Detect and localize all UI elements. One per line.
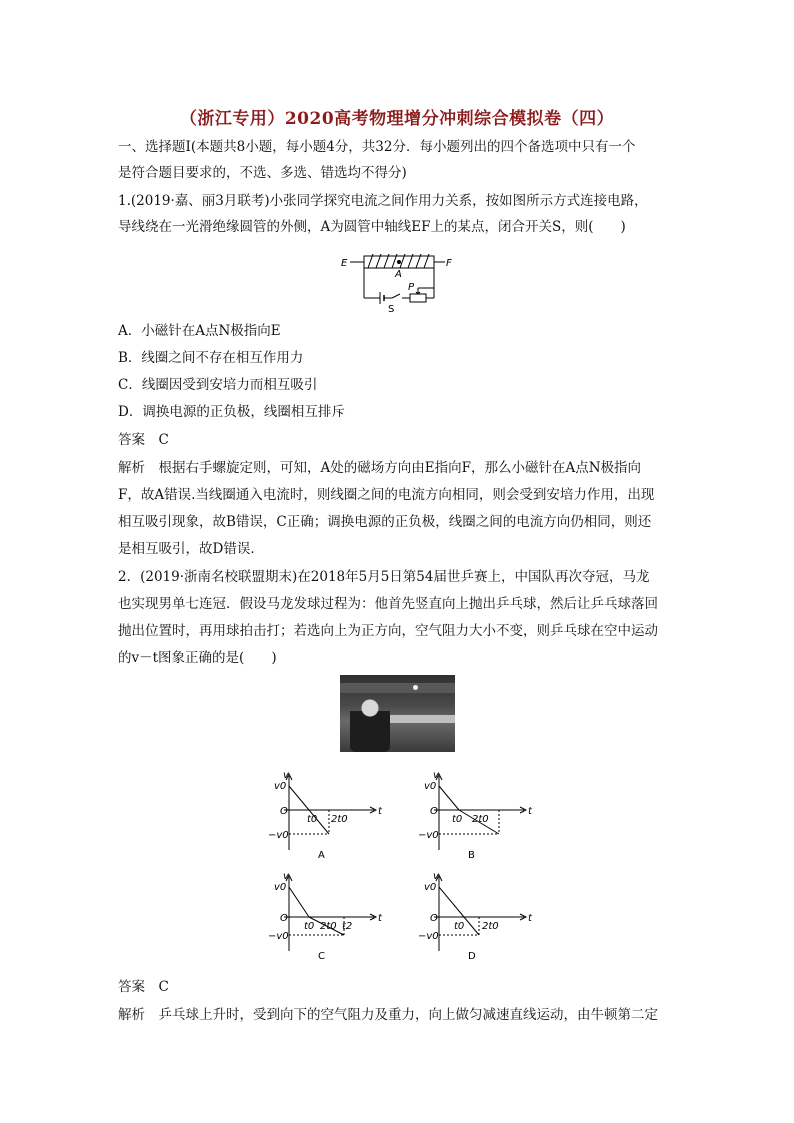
graph-d-t-label: t — [528, 913, 532, 924]
graph-a-caption: A — [318, 850, 325, 861]
label-P: P — [408, 282, 415, 293]
q2-stem-line1: 2．(2019·浙南名校联盟期末)在2018年5月5日第54届世乒赛上，中国队再次夺冠，马龙 — [118, 569, 650, 585]
graph-b-2t0-label: 2t0 — [472, 814, 489, 825]
label-F: F — [446, 258, 452, 269]
graph-a-t-label: t — [378, 806, 382, 817]
q1-analysis-line4: 是相互吸引，故D错误． — [118, 541, 264, 557]
graph-c — [268, 871, 394, 963]
graph-b-t0-label: t0 — [452, 814, 463, 825]
graph-c-origin: O — [280, 913, 288, 924]
label-A: A — [395, 269, 402, 280]
q2-stem-line2: 也实现男单七连冠．假设马龙发球过程为：他首先竖直向上抛出乒乓球，然后让乒乓球落回 — [118, 596, 658, 612]
q1-analysis-line2: F，故A错误.当线圈通入电流时，则线圈之间的电流方向相同，则会受到安培力作用，出现 — [118, 487, 655, 503]
graph-d-2t0-label: 2t0 — [482, 921, 499, 932]
graph-d-t0-label: t0 — [454, 921, 465, 932]
graph-b-v-label: v — [433, 770, 439, 781]
graph-c-caption: C — [318, 951, 325, 962]
graph-d-v-label: v — [433, 871, 439, 882]
page-title: （浙江专用）2020高考物理增分冲刺综合模拟卷（四） — [179, 109, 615, 129]
graph-d-v0-label: v0 — [424, 882, 437, 893]
label-S: S — [388, 304, 395, 315]
q2-stem-line4: 的v－t图象正确的是( ) — [118, 650, 277, 666]
q1-option-b: B．线圈之间不存在相互作用力 — [118, 350, 304, 366]
graph-c-nv0-label: −v0 — [268, 931, 289, 942]
graph-a-v-label: v — [283, 770, 289, 781]
graph-c-v0-label: v0 — [274, 882, 287, 893]
q1-analysis-line3: 相互吸引现象，故B错误，C正确；调换电源的正负极，线圈之间的电流方向仍相同，则还 — [118, 514, 652, 530]
graph-a-origin: O — [280, 806, 288, 817]
graph-b-t-label: t — [528, 806, 532, 817]
q1-option-c: C．线圈因受到安培力而相互吸引 — [118, 377, 318, 393]
graph-c-t2-label: t2 — [342, 921, 353, 932]
graph-d-origin: O — [430, 913, 438, 924]
graph-a-2t0-label: 2t0 — [331, 814, 348, 825]
circuit-diagram — [340, 248, 460, 316]
q2-answer: 答案 C — [118, 979, 169, 995]
q2-analysis-line1: 解析 乒乓球上升时，受到向下的空气阻力及重力，向上做匀减速直线运动，由牛顿第二定 — [118, 1007, 658, 1023]
q1-analysis-line1: 解析 根据右手螺旋定则，可知，A处的磁场方向由E指向F，那么小磁针在A点N极指向 — [118, 460, 642, 476]
q2-stem-line3: 抛出位置时，再用球拍击打；若选向上为正方向，空气阻力大小不变，则乒乓球在空中运动 — [118, 623, 658, 639]
q1-option-d: D．调换电源的正负极，线圈相互排斥 — [118, 404, 345, 420]
graph-d — [418, 871, 544, 963]
graph-b — [418, 770, 544, 862]
graph-b-v0-label: v0 — [424, 781, 437, 792]
label-E: E — [341, 258, 348, 269]
graph-c-v-label: v — [283, 871, 289, 882]
graph-a — [268, 770, 394, 862]
table-tennis-photo — [340, 675, 455, 752]
section-heading-line2: 是符合题目要求的，不选、多选、错选均不得分) — [118, 165, 407, 181]
q1-option-a: A．小磁针在A点N极指向E — [118, 323, 281, 339]
graph-c-t0-label: t0 — [304, 921, 315, 932]
q1-stem-line1: 1.(2019·嘉、丽3月联考)小张同学探究电流之间作用力关系，按如图所示方式连接电路， — [118, 193, 648, 209]
graph-b-caption: B — [468, 850, 475, 861]
graph-a-nv0-label: −v0 — [268, 830, 289, 841]
graph-d-caption: D — [468, 951, 476, 962]
graph-a-t0-label: t0 — [307, 814, 318, 825]
graph-b-origin: O — [430, 806, 438, 817]
graph-b-nv0-label: −v0 — [418, 830, 439, 841]
graph-a-v0-label: v0 — [274, 781, 287, 792]
section-heading-line1: 一、选择题Ⅰ(本题共8小题，每小题4分，共32分．每小题列出的四个备选项中只有一个 — [118, 139, 636, 155]
q1-answer: 答案 C — [118, 432, 169, 448]
graph-c-t-label: t — [378, 913, 382, 924]
q1-stem-line2: 导线绕在一光滑绝缘圆管的外侧，A为圆管中轴线EF上的某点，闭合开关S，则( ) — [118, 219, 626, 235]
graph-c-2t0-label: 2t0 — [320, 921, 337, 932]
graph-d-nv0-label: −v0 — [418, 931, 439, 942]
